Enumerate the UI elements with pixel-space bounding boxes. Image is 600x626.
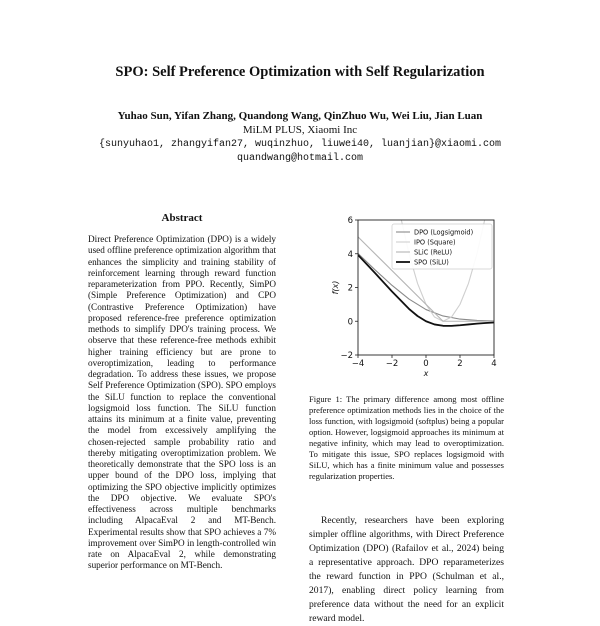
- affiliation: MiLM PLUS, Xiaomi Inc: [242, 124, 358, 136]
- figure-caption: Figure 1: The primary difference among most offline preference optimization methods lies in the choice of the loss function, with logsigmoid (softplus) being a popular option. However, logsigmoid approaches its minimum at negative infinity, which may lead to overoptimization. To mitigate this issue, SPO replaces logsigmoid with SiLU, which has a finite minimum value and possesses regularization properties.: [309, 394, 504, 481]
- y-tick-label: 6: [347, 216, 353, 226]
- x-tick-label: −2: [385, 359, 399, 369]
- y-tick-label: 0: [347, 317, 353, 328]
- x-tick-label: −4: [351, 359, 365, 369]
- y-axis-label: f(x): [331, 280, 340, 295]
- legend-entry-3: SPO (SiLU): [414, 258, 449, 267]
- x-tick-label: 0: [423, 359, 429, 369]
- x-tick-label: 4: [491, 359, 497, 369]
- legend-entry-1: IPO (Square): [414, 238, 456, 247]
- y-tick-label: 2: [347, 283, 353, 294]
- legend-entry-0: DPO (Logsigmoid): [414, 228, 474, 237]
- abstract-body: Direct Preference Optimization (DPO) is a widely used offline preference optimization algorithm that enhances the simplicity and training stability of reinforcement learning through reward function reparameterization from PPO. Recently, SimPO (Simple Preference Optimization) and CPO (Contrastive Preference Optimization) have proposed reference-free preference optimization methods to simplify DPO's training process. We observe that these reference-free methods exhibit higher training efficiency but are prone to overoptimization, leading to performance degradation. To address these issues, we propose Self Preference Optimization (SPO). SPO employs the SiLU function to replace the conventional logsigmoid loss function. The SiLU function attains its minimum at a finite value, preventing the model from excessively amplifying the chosen-rejected sample probability ratio and thereby mitigating overoptimization problem. We theoretically demonstrate that the SPO loss is an upper bound of the DPO loss, implying that optimizing the SPO objective implicitly optimizes the DPO objective. We evaluate SPO's effectiveness across multiple benchmarks including AlpacaEval 2 and MT-Bench. Experimental results show that SPO achieves a 7% improvement over SimPO in length-controlled win rate on AlpacaEval 2, while demonstrating superior performance on MT-Bench.: [88, 234, 276, 571]
- paper-title: SPO: Self Preference Optimization with Self Regularization: [115, 64, 485, 80]
- email-line-2: quandwang@hotmail.com: [236, 153, 364, 164]
- x-tick-label: 2: [457, 359, 463, 369]
- introduction-paragraph: Recently, researchers have been exploring simpler offline algorithms, with Direct Preference Optimization (DPO) (Rafailov et al., 2024) being a representative approach. DPO reparameterizes the reward function in PPO (Schulman et al., 2017), enabling direct policy learning from preference data without the need for an explicit reward model.: [309, 515, 504, 624]
- loss-chart: [330, 210, 500, 385]
- y-tick-label: 4: [347, 249, 353, 260]
- loss-function-figure: [330, 210, 500, 385]
- author-list: Yuhao Sun, Yifan Zhang, Quandong Wang, QinZhuo Wu, Wei Liu, Jian Luan: [117, 110, 483, 122]
- abstract-heading: Abstract: [161, 212, 203, 224]
- x-axis-label: x: [423, 369, 429, 378]
- legend-entry-2: SLiC (ReLU): [414, 248, 453, 257]
- email-line-1: {sunyuhao1, zhangyifan27, wuqinzhuo, liuwei40, luanjian}@xiaomi.com: [98, 139, 502, 150]
- chart-legend: [392, 224, 492, 269]
- y-tick-label: −2: [340, 351, 353, 361]
